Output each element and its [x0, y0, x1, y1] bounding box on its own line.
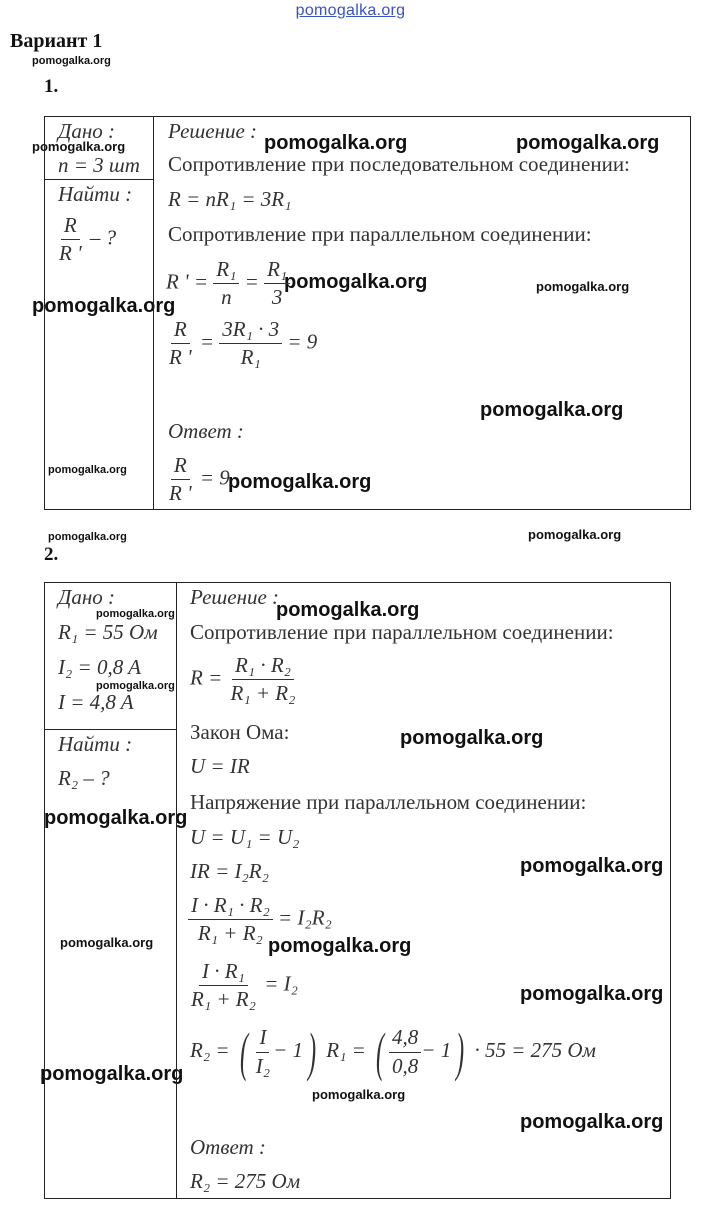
watermark: pomogalka.org: [60, 935, 154, 950]
watermark: pomogalka.org: [48, 464, 127, 476]
watermark: pomogalka.org: [32, 295, 176, 317]
watermark: pomogalka.org: [96, 680, 175, 692]
given-value: n = 3 шт: [58, 153, 140, 177]
watermark: pomogalka.org: [528, 527, 622, 542]
watermark: pomogalka.org: [312, 1087, 406, 1102]
task2-divider: [176, 582, 177, 1199]
watermark: pomogalka.org: [32, 55, 111, 67]
ohm-text: Закон Ома:: [190, 720, 290, 744]
task-number: 1.: [44, 76, 59, 97]
find-label: Найти :: [58, 182, 133, 206]
watermark: pomogalka.org: [228, 471, 372, 493]
answer-formula: $\frac{R}{R '}$ = 9: [169, 453, 230, 506]
watermark: pomogalka.org: [536, 279, 630, 294]
voltage-text: Напряжение при параллельном соединении:: [190, 790, 587, 814]
find-label: Найти :: [58, 732, 133, 756]
voltage-formula: U = U₁ = U₂: [190, 825, 300, 849]
answer-label: Ответ :: [190, 1135, 266, 1159]
watermark: pomogalka.org: [264, 132, 408, 154]
watermark: pomogalka.org: [276, 599, 420, 621]
step1-formula: $\frac{\text{I · R₁ · R₂}}{\text{R₁ + R₂}}$ = I₂R₂: [188, 894, 332, 945]
watermark: pomogalka.org: [268, 935, 412, 957]
watermark: pomogalka.org: [520, 983, 664, 1005]
watermark: pomogalka.org: [400, 727, 544, 749]
watermark: pomogalka.org: [44, 807, 188, 829]
task1-given-divider: [44, 179, 154, 180]
solution-label: Решение :: [168, 119, 258, 143]
series-text: Сопротивление при последовательном соединении:: [168, 152, 630, 176]
task-number: 2.: [44, 544, 59, 565]
parallel-formula: R = $\frac{\text{R₁ · R₂}}{\text{R₁ + R₂}}$: [190, 653, 296, 706]
watermark: pomogalka.org: [516, 132, 660, 154]
task1-divider: [153, 116, 154, 510]
ohm-formula: U = IR: [190, 754, 250, 778]
given-label: Дано :: [58, 585, 116, 609]
step2-formula: $\frac{\text{I · R₁}}{\text{R₁ + R₂}}$ = I₂: [191, 959, 298, 1012]
given-value: I = 4,8 A: [58, 690, 134, 714]
parallel-formula: R ' = $\frac{\text{R₁}}{n}$ = $\frac{\text{R₁}}{3}$: [166, 258, 290, 309]
answer-value: R₂ = 275 Ом: [190, 1169, 301, 1193]
solution-label: Решение :: [190, 585, 280, 609]
final-formula: R₂ = ( $\frac{I}{\text{I₂}}$ − 1) R₁ = ( $\frac{4,8}{0,8}$ − 1) · 55 = 275 Ом: [190, 1022, 596, 1082]
site-header-link[interactable]: pomogalka.org: [295, 2, 406, 19]
series-formula: R = nR₁ = 3R₁: [168, 187, 292, 211]
answer-label: Ответ :: [168, 419, 244, 443]
watermark: pomogalka.org: [520, 855, 664, 877]
watermark: pomogalka.org: [48, 531, 127, 543]
page-title: Вариант 1: [10, 30, 103, 52]
watermark: pomogalka.org: [40, 1063, 184, 1085]
watermark: pomogalka.org: [480, 399, 624, 421]
watermark: pomogalka.org: [284, 271, 428, 293]
find-value: R₂ – ?: [58, 766, 110, 790]
given-value: R₁ = 55 Ом: [58, 620, 158, 644]
watermark: pomogalka.org: [32, 139, 126, 154]
watermark: pomogalka.org: [520, 1111, 664, 1133]
given-label: Дано :: [58, 119, 116, 143]
parallel-text: Сопротивление при параллельном соединении:: [168, 222, 592, 246]
given-value: I₂ = 0,8 A: [58, 655, 141, 679]
parallel-text: Сопротивление при параллельном соединении:: [190, 620, 614, 644]
ir-formula: IR = I₂R₂: [190, 859, 269, 883]
watermark: pomogalka.org: [96, 608, 175, 620]
task2-given-divider: [44, 729, 177, 730]
ratio-formula: $\frac{R}{R '}$ = $\frac{\text{3R₁ · 3}}{\text{R₁}}$ = 9: [169, 317, 318, 370]
find-value: $\frac{R}{R '}$ – ?: [59, 213, 117, 266]
